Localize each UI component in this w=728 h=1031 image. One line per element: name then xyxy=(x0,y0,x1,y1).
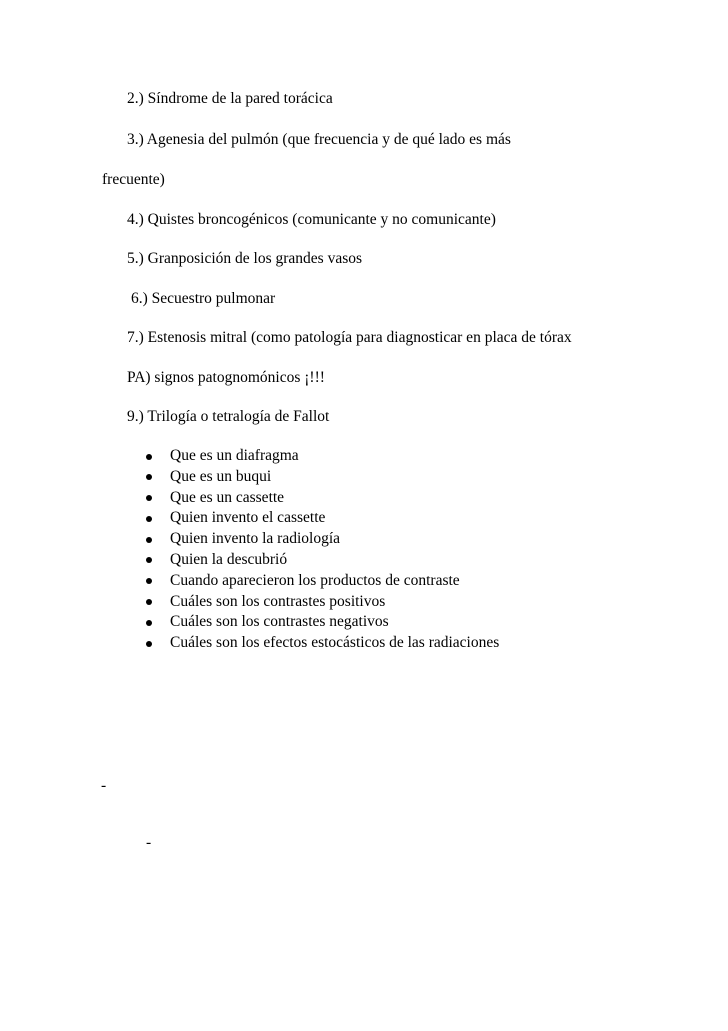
list-item xyxy=(146,550,499,571)
bullet-icon xyxy=(146,578,152,584)
bullet-icon xyxy=(146,516,152,522)
list-item-text: Quien invento la radiología xyxy=(170,530,341,548)
dash-mark: - xyxy=(146,834,152,851)
list-item xyxy=(146,592,499,613)
list-item-text: Que es un diafragma xyxy=(170,447,299,464)
dash-mark: - xyxy=(101,777,107,794)
item-7-line: 7.) Estenosis mitral (como patología para diagnosticar en placa de tórax xyxy=(127,329,572,346)
list-item-text: Cuáles son los contrastes positivos xyxy=(170,592,386,610)
item-5-line: 5.) Granposición de los grandes vasos xyxy=(127,250,363,267)
bullet-icon xyxy=(146,641,152,647)
item-4-line: 4.) Quistes broncogénicos (comunicante y no comunicante) xyxy=(127,211,496,228)
item-2-line: 2.) Síndrome de la pared torácica xyxy=(127,90,333,107)
question-list xyxy=(146,446,499,654)
item-3-line: 3.) Agenesia del pulmón (que frecuencia y de qué lado es más xyxy=(127,131,511,148)
list-item-text: Quien invento el cassette xyxy=(170,509,326,527)
item-7-continuation: PA) signos patognomónicos ¡!!! xyxy=(127,369,325,386)
list-item xyxy=(146,612,499,633)
list-item-text: Cuáles son los contrastes negativos xyxy=(170,613,389,631)
list-item xyxy=(146,446,499,467)
bullet-icon xyxy=(146,474,152,480)
item-3-continuation: frecuente) xyxy=(102,171,165,188)
list-item xyxy=(146,508,499,529)
bullet-icon xyxy=(146,620,152,626)
list-item xyxy=(146,467,499,488)
list-item-text: Cuando aparecieron los productos de contraste xyxy=(170,571,460,589)
bullet-icon xyxy=(146,454,152,460)
bullet-icon xyxy=(146,599,152,605)
list-item xyxy=(146,571,499,592)
item-6-line: 6.) Secuestro pulmonar xyxy=(131,290,276,307)
list-item xyxy=(146,529,499,550)
list-item-text: Que es un buqui xyxy=(170,467,272,485)
bullet-icon xyxy=(146,557,152,563)
bullet-icon xyxy=(146,537,152,543)
bullet-icon xyxy=(146,495,152,501)
item-9-line: 9.) Trilogía o tetralogía de Fallot xyxy=(127,408,330,425)
list-item-text: Cuáles son los efectos estocásticos de las radiaciones xyxy=(170,634,500,652)
list-item xyxy=(146,633,499,654)
list-item xyxy=(146,488,499,509)
list-item-text: Que es un cassette xyxy=(170,488,285,506)
list-item-text: Quien la descubrió xyxy=(170,550,288,568)
